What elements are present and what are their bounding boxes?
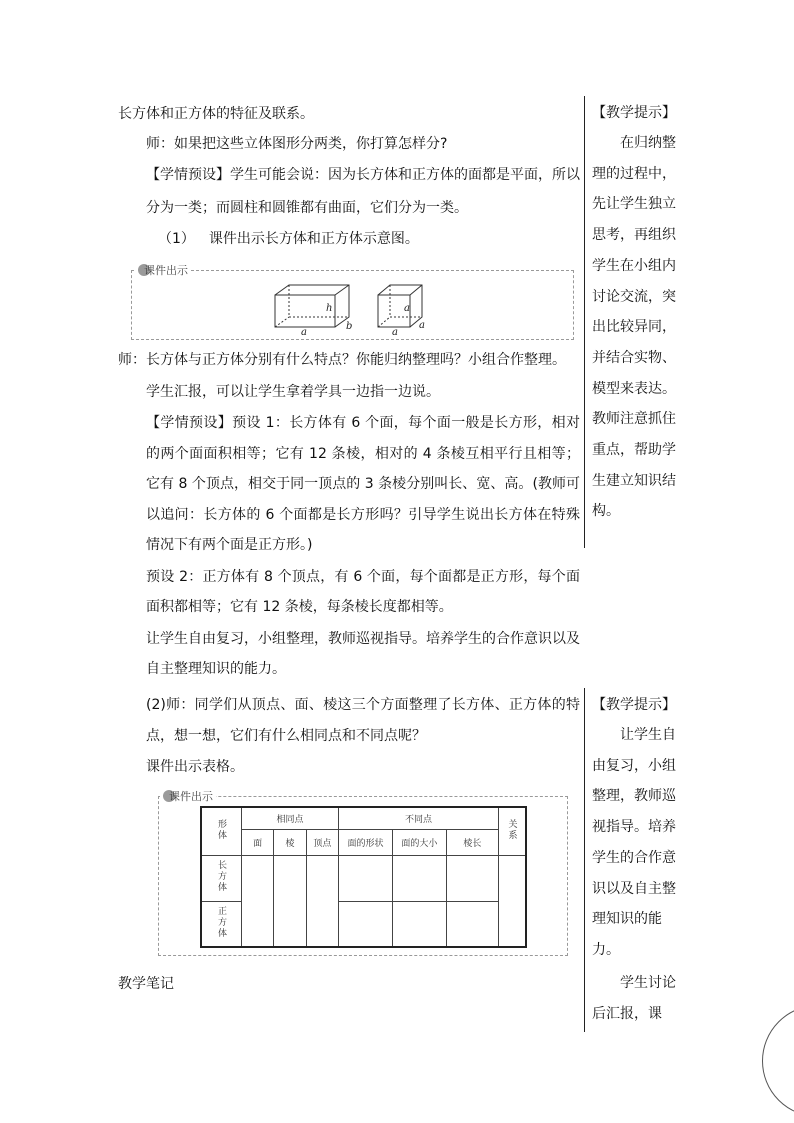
label-h: h (326, 303, 333, 314)
cell (393, 901, 447, 947)
row-cube: 正方体 (201, 901, 242, 947)
courseware-tag-2 (160, 788, 216, 804)
show-table: 课件出示表格。 (146, 759, 244, 775)
sidebar-tip-3: 学生讨论后汇报，课 (592, 975, 676, 1022)
paragraph-intro: 长方体和正方体的特征及联系。 (118, 106, 314, 122)
student-report: 学生汇报，可以让学生拿着学具一边指一边说。 (146, 384, 440, 400)
step-text: 课件出示长方体和正方体示意图。 (208, 231, 419, 247)
sidebar-tip-2: 让学生自由复习，小组整理，教师巡视指导。培养学生的合作意识以及自主整理知识的能力。 (592, 727, 676, 958)
sidebar-heading-1: 【教学提示】 (592, 105, 676, 121)
student-preset-2: 【学情预设】预设 1：长方体有 6 个面，每个面一般是长方形，相对的两个面面积相等；它有 12 条棱，相对的 4 条棱互相平行且相等；它有 8 个顶点，相交于同一顶点的 3 条棱分别叫长、宽、高。(教师可以追问：长方体的 6 个面都是长方形吗？引导学生说出长方体在特殊情况下有两个面是正方形。) (146, 415, 580, 553)
teacher-prompt-features: 师：长方体与正方体分别有什么特点？你能归纳整理吗？小组合作整理。 (118, 352, 566, 368)
cuboid-cube-figure (270, 282, 440, 336)
cell (393, 855, 447, 901)
divider-bottom (584, 688, 585, 1032)
label-b: b (346, 321, 353, 332)
header-vertex: 顶点 (306, 829, 338, 855)
cell (242, 855, 274, 947)
header-face-size: 面的大小 (393, 829, 447, 855)
step-1 (118, 223, 620, 255)
cell (339, 901, 393, 947)
cuboid-back-edges (275, 285, 349, 327)
label-a4: a (419, 320, 425, 331)
cell (306, 855, 338, 947)
courseware-tag-1 (135, 262, 191, 278)
page-corner-circle (762, 1005, 794, 1117)
header-face: 面 (242, 829, 274, 855)
teaching-notes-heading: 教学笔记 (118, 976, 174, 992)
cell (274, 855, 306, 947)
courseware-label-2: 课件出示 (169, 790, 213, 803)
header-relation: 关系 (498, 807, 526, 855)
header-diff: 不同点 (339, 807, 499, 829)
courseware-label: 课件出示 (144, 264, 188, 277)
label-a2: a (404, 303, 410, 314)
student-preset-1: 【学情预设】学生可能会说：因为长方体和正方体的面都是平面，所以分为一类；而圆柱和圆锥都有曲面，它们分为一类。 (146, 167, 580, 216)
cell (446, 855, 498, 901)
sidebar-heading-2: 【教学提示】 (592, 697, 676, 713)
header-shape: 形体 (201, 807, 242, 855)
teacher-question: 师：如果把这些立体图形分两类，你打算怎样分? (146, 136, 448, 152)
cell (446, 901, 498, 947)
header-edge: 棱 (274, 829, 306, 855)
teacher-compare-question: (2)师：同学们从顶点、面、棱这三个方面整理了长方体、正方体的特点，想一想，它们有什么相同点和不同点呢？ (146, 697, 580, 744)
header-edge-length: 棱长 (446, 829, 498, 855)
label-a1: a (301, 327, 307, 336)
header-same: 相同点 (242, 807, 339, 829)
free-review: 让学生自由复习，小组整理，教师巡视指导。培养学生的合作意识以及自主整理知识的能力。 (146, 631, 580, 677)
preset-cube: 预设 2：正方体有 8 个顶点，有 6 个面，每个面都是正方形，每个面面积都相等；它有 12 条棱，每条棱长度都相等。 (146, 569, 580, 615)
cell (498, 855, 526, 947)
label-a3: a (392, 327, 398, 336)
cell (339, 855, 393, 901)
step-number: （1） (158, 231, 195, 247)
header-face-shape: 面的形状 (339, 829, 393, 855)
sidebar-tip-1: 在归纳整理的过程中，先让学生独立思考，再组织学生在小组内讨论交流，突出比较异同，并结合实物、模型来表达。教师注意抓住重点，帮助学生建立知识结构。 (592, 135, 676, 520)
row-cuboid: 长方体 (201, 855, 242, 901)
divider-top (584, 96, 585, 548)
comparison-table (200, 806, 527, 948)
